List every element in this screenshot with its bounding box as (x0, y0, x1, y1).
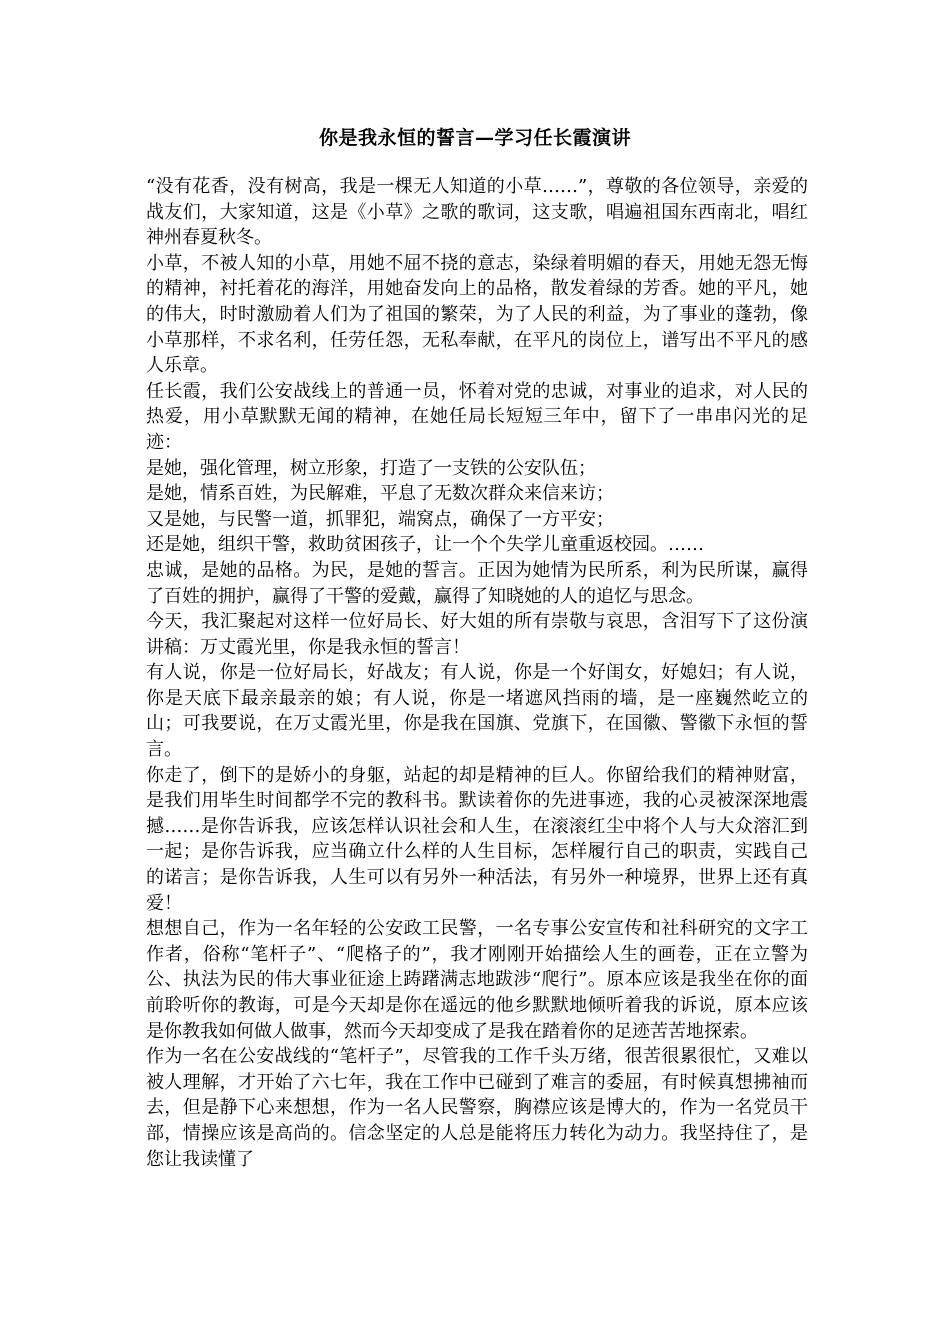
paragraph-8: 忠诚，是她的品格。为民，是她的誓言。正因为她情为民所系，利为民所谋，赢得了百姓的拥护，赢得了干警的爱戴，赢得了知晓她的人的追忆与思念。 (146, 559, 808, 607)
paragraph-5: 是她，情系百姓，为民解难，平息了无数次群众来信来访； (146, 483, 614, 505)
paragraph-10: 有人说，你是一位好局长，好战友；有人说，你是一个好闺女，好媳妇；有人说，你是天底下最亲最亲的娘；有人说，你是一堵遮风挡雨的墙，是一座巍然屹立的山；可我要说，在万丈霞光里，你是我在国旗、党旗下，在国徽、警徽下永恒的誓言。 (146, 662, 808, 761)
paragraph-12: 想想自己，作为一名年轻的公安政工民警，一名专事公安宣传和社科研究的文字工作者，俗称“笔杆子”、“爬格子的”，我才刚刚开始描绘人生的画卷，正在立警为公、执法为民的伟大事业征途上踌躇满志地跋涉“爬行”。原本应该是我坐在你的面前聆听你的教诲，可是今天却是你在遥远的他乡默默地倾听着我的诉说，原本应该是你教我如何做人做事，然而今天却变成了是我在踏着你的足迹苦苦地探索。 (146, 918, 808, 1042)
paragraph-1: “没有花香，没有树高，我是一棵无人知道的小草……”，尊敬的各位领导，亲爱的战友们，大家知道，这是《小草》之歌的歌词，这支歌，唱遍祖国东西南北，唱红神州春夏秋冬。 (146, 176, 808, 249)
paragraph-9: 今天，我汇聚起对这样一位好局长、好大姐的所有崇敬与哀思，含泪写下了这份演讲稿：万丈霞光里，你是我永恒的誓言！ (146, 611, 808, 658)
paragraph-3: 任长霞，我们公安战线上的普通一员，怀着对党的忠诚，对事业的追求，对人民的热爱，用小草默默无闻的精神，在她任局长短短三年中，留下了一串串闪光的足迹： (146, 380, 808, 453)
paragraph-2: 小草，不被人知的小草，用她不屈不挠的意志，染绿着明媚的春天，用她无怨无悔的精神，衬托着花的海洋，用她奋发向上的品格，散发着绿的芳香。她的平凡，她的伟大，时时激励着人们为了祖国的繁荣，为了人民的利益，为了事业的蓬勃，像小草那样，不求名利，任劳任怨，无私奉献，在平凡的岗位上，谱写出不平凡的感人乐章。 (146, 252, 808, 377)
paragraph-13: 作为一名在公安战线的“笔杆子”，尽管我的工作千头万绪，很苦很累很忙，又难以被人理解，才开始了六七年，我在工作中已碰到了难言的委屈，有时候真想拂袖而去，但是静下心来想想，作为一名人民警察，胸襟应该是博大的，作为一名党员干部，情操应该是高尚的。信念坚定的人总是能将压力转化为动力。我坚持住了，是您让我读懂了 (146, 1046, 808, 1170)
paragraph-4: 是她，强化管理，树立形象，打造了一支铁的公安队伍； (146, 457, 596, 479)
paragraph-6: 又是她，与民警一道，抓罪犯，端窝点，确保了一方平安； (146, 508, 614, 530)
paragraph-11: 你走了，倒下的是娇小的身躯，站起的却是精神的巨人。你留给我们的精神财富，是我们用毕生时间都学不完的教科书。默读着你的先进事迹，我的心灵被深深地震撼……是你告诉我，应该怎样认识社会和人生，在滚滚红尘中将个人与大众溶汇到一起；是你告诉我，应当确立什么样的人生目标，怎样履行自己的职责，实践自己的诺言；是你告诉我，人生可以有另外一种活法，有另外一种境界，世界上还有真爱！ (146, 764, 808, 914)
paragraph-7: 还是她，组织干警，救助贫困孩子，让一个个失学儿童重返校园。…… (146, 534, 704, 556)
document-title: 你是我永恒的誓言—学习任长霞演讲 (318, 127, 631, 149)
document-body (146, 174, 808, 1172)
